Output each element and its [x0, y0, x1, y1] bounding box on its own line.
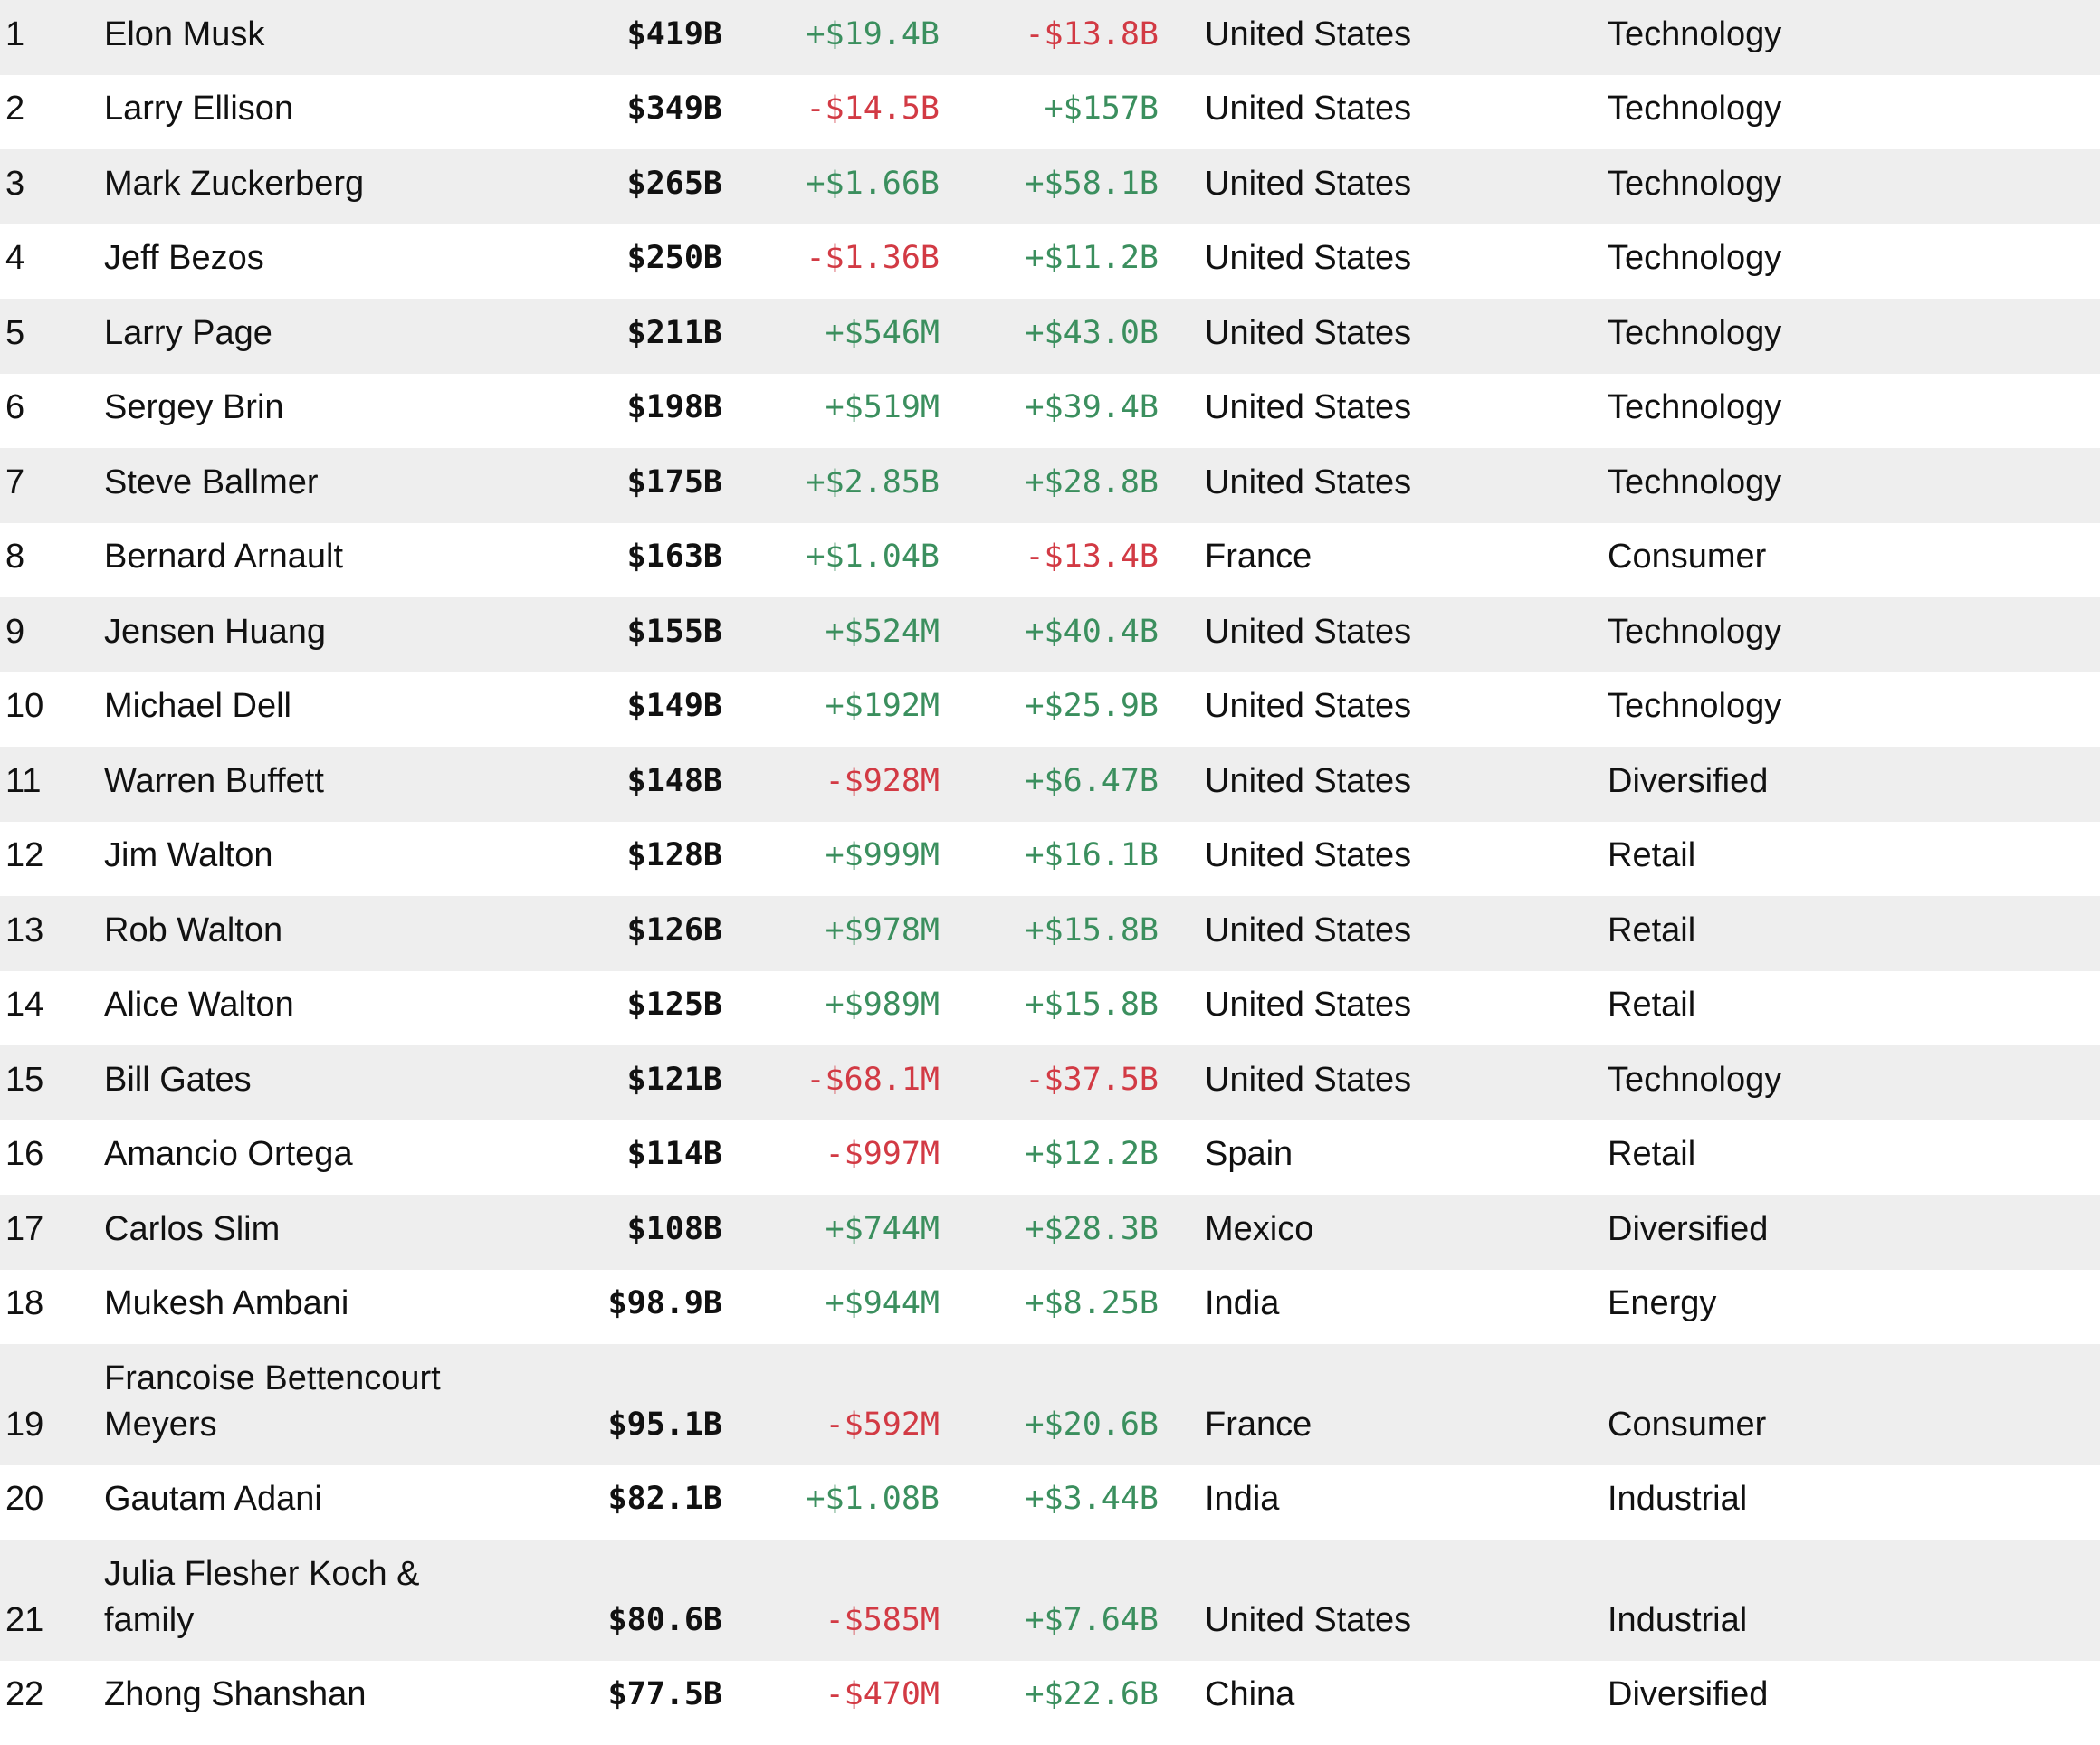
- name-cell[interactable]: Mark Zuckerberg: [104, 164, 365, 203]
- industry-cell: Diversified: [1608, 761, 1769, 800]
- country-cell: China: [1205, 1675, 1295, 1713]
- last-change-cell: +$944M: [825, 1285, 940, 1321]
- name-cell[interactable]: Bill Gates: [104, 1060, 252, 1099]
- net-worth-cell: $148B: [626, 762, 722, 799]
- rank-cell: 11: [5, 761, 42, 800]
- ytd-change-cell: +$25.9B: [1025, 688, 1159, 724]
- ytd-change-cell: +$20.6B: [1025, 1406, 1159, 1443]
- ytd-change-cell: +$22.6B: [1025, 1676, 1159, 1712]
- net-worth-cell: $163B: [626, 539, 722, 575]
- rank-cell: 4: [5, 239, 25, 277]
- table-row[interactable]: [0, 896, 2100, 971]
- country-cell: United States: [1205, 90, 1412, 128]
- country-cell: United States: [1205, 986, 1412, 1024]
- last-change-cell: -$470M: [825, 1676, 940, 1712]
- net-worth-cell: $211B: [626, 314, 722, 351]
- last-change-cell: +$989M: [825, 987, 940, 1023]
- ytd-change-cell: -$13.4B: [1025, 539, 1159, 575]
- last-change-cell: +$1.08B: [806, 1481, 940, 1517]
- net-worth-cell: $108B: [626, 1210, 722, 1247]
- country-cell: United States: [1205, 1600, 1412, 1639]
- table-row[interactable]: [0, 224, 2100, 300]
- net-worth-cell: $95.1B: [607, 1406, 722, 1443]
- net-worth-cell: $250B: [626, 240, 722, 276]
- last-change-cell: -$1.36B: [806, 240, 940, 276]
- industry-cell: Diversified: [1608, 1675, 1769, 1713]
- last-change-cell: +$546M: [825, 314, 940, 351]
- ytd-change-cell: +$16.1B: [1025, 837, 1159, 873]
- country-cell: United States: [1205, 612, 1412, 651]
- rank-cell: 10: [5, 687, 44, 725]
- name-cell[interactable]: Jensen Huang: [104, 612, 327, 651]
- ytd-change-cell: +$3.44B: [1025, 1481, 1159, 1517]
- last-change-cell: +$524M: [825, 613, 940, 650]
- table-row[interactable]: [0, 75, 2100, 150]
- rank-cell: 22: [5, 1675, 44, 1713]
- rank-cell: 3: [5, 164, 25, 203]
- country-cell: United States: [1205, 1060, 1412, 1099]
- table-row[interactable]: [0, 448, 2100, 523]
- name-cell[interactable]: Larry Page: [104, 313, 272, 352]
- table-row[interactable]: [0, 299, 2100, 374]
- net-worth-cell: $126B: [626, 911, 722, 949]
- ytd-change-cell: +$28.8B: [1025, 463, 1159, 501]
- name-cell[interactable]: Carlos Slim: [104, 1209, 281, 1248]
- country-cell: France: [1205, 538, 1312, 576]
- country-cell: India: [1205, 1480, 1280, 1518]
- net-worth-cell: $98.9B: [607, 1285, 722, 1321]
- rank-cell: 21: [5, 1600, 44, 1639]
- net-worth-cell: $77.5B: [607, 1676, 722, 1712]
- industry-cell: Technology: [1608, 164, 1782, 203]
- industry-cell: Consumer: [1608, 1405, 1767, 1444]
- industry-cell: Technology: [1608, 612, 1782, 651]
- country-cell: United States: [1205, 14, 1412, 53]
- industry-cell: Diversified: [1608, 1209, 1769, 1248]
- country-cell: Spain: [1205, 1135, 1293, 1173]
- rank-cell: 15: [5, 1060, 44, 1099]
- industry-cell: Technology: [1608, 239, 1782, 277]
- rank-cell: 13: [5, 911, 44, 949]
- name-cell[interactable]: Zhong Shanshan: [104, 1675, 367, 1713]
- last-change-cell: +$999M: [825, 837, 940, 873]
- ytd-change-cell: -$37.5B: [1025, 1061, 1159, 1098]
- last-change-cell: -$997M: [825, 1136, 940, 1172]
- name-cell[interactable]: Julia Flesher Koch & family: [104, 1554, 420, 1639]
- country-cell: United States: [1205, 687, 1412, 725]
- net-worth-cell: $155B: [626, 613, 722, 650]
- net-worth-cell: $265B: [626, 165, 722, 202]
- rank-cell: 8: [5, 538, 25, 576]
- country-cell: United States: [1205, 388, 1412, 426]
- rank-cell: 12: [5, 836, 44, 874]
- last-change-cell: +$192M: [825, 688, 940, 724]
- ytd-change-cell: +$39.4B: [1025, 389, 1159, 425]
- net-worth-cell: $121B: [626, 1061, 722, 1098]
- last-change-cell: -$14.5B: [806, 91, 940, 127]
- net-worth-cell: $198B: [626, 389, 722, 425]
- industry-cell: Retail: [1608, 1135, 1696, 1173]
- table-row[interactable]: [0, 149, 2100, 224]
- last-change-cell: +$19.4B: [806, 15, 940, 52]
- net-worth-cell: $114B: [626, 1136, 722, 1172]
- name-cell[interactable]: Bernard Arnault: [104, 538, 344, 576]
- ytd-change-cell: +$6.47B: [1025, 762, 1159, 799]
- last-change-cell: -$585M: [825, 1601, 940, 1638]
- rank-cell: 16: [5, 1135, 44, 1173]
- industry-cell: Technology: [1608, 90, 1782, 128]
- industry-cell: Energy: [1608, 1284, 1717, 1322]
- ytd-change-cell: +$7.64B: [1025, 1601, 1159, 1638]
- country-cell: Mexico: [1205, 1209, 1314, 1248]
- rank-cell: 20: [5, 1480, 44, 1518]
- industry-cell: Technology: [1608, 313, 1782, 352]
- country-cell: United States: [1205, 761, 1412, 800]
- name-cell[interactable]: Jim Walton: [104, 836, 273, 874]
- table-row[interactable]: [0, 1344, 2100, 1465]
- industry-cell: Technology: [1608, 14, 1782, 53]
- industry-cell: Technology: [1608, 1060, 1782, 1099]
- table-row[interactable]: [0, 1465, 2100, 1540]
- rank-cell: 9: [5, 612, 25, 651]
- country-cell: United States: [1205, 164, 1412, 203]
- name-cell[interactable]: Steve Ballmer: [104, 462, 319, 501]
- country-cell: United States: [1205, 313, 1412, 352]
- last-change-cell: +$519M: [825, 389, 940, 425]
- ytd-change-cell: +$40.4B: [1025, 613, 1159, 650]
- name-cell[interactable]: Amancio Ortega: [104, 1135, 353, 1173]
- country-cell: United States: [1205, 239, 1412, 277]
- table-row[interactable]: [0, 971, 2100, 1046]
- rank-cell: 1: [5, 14, 25, 53]
- ytd-change-cell: +$58.1B: [1025, 165, 1159, 202]
- table-row[interactable]: [0, 1120, 2100, 1196]
- country-cell: United States: [1205, 911, 1412, 949]
- ytd-change-cell: +$15.8B: [1025, 987, 1159, 1023]
- industry-cell: Technology: [1608, 462, 1782, 501]
- industry-cell: Technology: [1608, 388, 1782, 426]
- rank-cell: 19: [5, 1405, 44, 1444]
- industry-cell: Retail: [1608, 911, 1696, 949]
- rank-cell: 5: [5, 313, 25, 352]
- table-row[interactable]: [0, 1045, 2100, 1120]
- ytd-change-cell: +$8.25B: [1025, 1285, 1159, 1321]
- net-worth-cell: $149B: [626, 688, 722, 724]
- country-cell: France: [1205, 1405, 1312, 1444]
- ytd-change-cell: +$12.2B: [1025, 1136, 1159, 1172]
- last-change-cell: -$592M: [825, 1406, 940, 1443]
- industry-cell: Industrial: [1608, 1600, 1748, 1639]
- last-change-cell: +$1.04B: [806, 539, 940, 575]
- net-worth-cell: $82.1B: [607, 1481, 722, 1517]
- name-cell[interactable]: Jeff Bezos: [104, 239, 264, 277]
- ytd-change-cell: +$15.8B: [1025, 911, 1159, 949]
- ytd-change-cell: -$13.8B: [1025, 15, 1159, 52]
- country-cell: United States: [1205, 462, 1412, 501]
- table-row[interactable]: [0, 1195, 2100, 1270]
- ytd-change-cell: +$11.2B: [1025, 240, 1159, 276]
- last-change-cell: -$68.1M: [806, 1061, 940, 1098]
- last-change-cell: +$744M: [825, 1210, 940, 1247]
- table-row[interactable]: [0, 672, 2100, 748]
- net-worth-cell: $349B: [626, 91, 722, 127]
- table-row[interactable]: [0, 1661, 2100, 1736]
- last-change-cell: -$928M: [825, 762, 940, 799]
- name-cell[interactable]: Francoise Bettencourt Meyers: [104, 1359, 441, 1444]
- name-cell[interactable]: Gautam Adani: [104, 1480, 322, 1518]
- name-cell[interactable]: Mukesh Ambani: [104, 1284, 349, 1322]
- ytd-change-cell: +$43.0B: [1025, 314, 1159, 351]
- ytd-change-cell: +$157B: [1044, 91, 1159, 127]
- last-change-cell: +$1.66B: [806, 165, 940, 202]
- table-row[interactable]: [0, 1270, 2100, 1345]
- rank-cell: 7: [5, 462, 25, 501]
- name-cell[interactable]: Elon Musk: [104, 14, 265, 53]
- country-cell: India: [1205, 1284, 1280, 1322]
- industry-cell: Consumer: [1608, 538, 1767, 576]
- industry-cell: Retail: [1608, 986, 1696, 1024]
- table-row[interactable]: [0, 523, 2100, 598]
- country-cell: United States: [1205, 836, 1412, 874]
- name-cell[interactable]: Michael Dell: [104, 687, 291, 725]
- name-cell[interactable]: Alice Walton: [104, 986, 294, 1024]
- last-change-cell: +$2.85B: [806, 463, 940, 501]
- rank-cell: 2: [5, 90, 25, 128]
- industry-cell: Retail: [1608, 836, 1696, 874]
- rank-cell: 18: [5, 1284, 44, 1322]
- net-worth-cell: $175B: [626, 463, 722, 501]
- table-row[interactable]: [0, 1540, 2100, 1661]
- rank-cell: 6: [5, 388, 25, 426]
- name-cell[interactable]: Rob Walton: [104, 911, 283, 949]
- table-row[interactable]: [0, 747, 2100, 822]
- table-row[interactable]: [0, 597, 2100, 672]
- ytd-change-cell: +$28.3B: [1025, 1210, 1159, 1247]
- rank-cell: 14: [5, 986, 44, 1024]
- net-worth-cell: $128B: [626, 837, 722, 873]
- name-cell[interactable]: Sergey Brin: [104, 388, 284, 426]
- name-cell[interactable]: Larry Ellison: [104, 90, 294, 128]
- net-worth-cell: $419B: [626, 15, 722, 52]
- net-worth-cell: $80.6B: [607, 1601, 722, 1638]
- table-row[interactable]: [0, 0, 2100, 75]
- table-row[interactable]: [0, 822, 2100, 897]
- net-worth-cell: $125B: [626, 987, 722, 1023]
- name-cell[interactable]: Warren Buffett: [104, 761, 324, 800]
- last-change-cell: +$978M: [825, 911, 940, 949]
- industry-cell: Industrial: [1608, 1480, 1748, 1518]
- table-row[interactable]: [0, 374, 2100, 449]
- rank-cell: 17: [5, 1209, 44, 1248]
- industry-cell: Technology: [1608, 687, 1782, 725]
